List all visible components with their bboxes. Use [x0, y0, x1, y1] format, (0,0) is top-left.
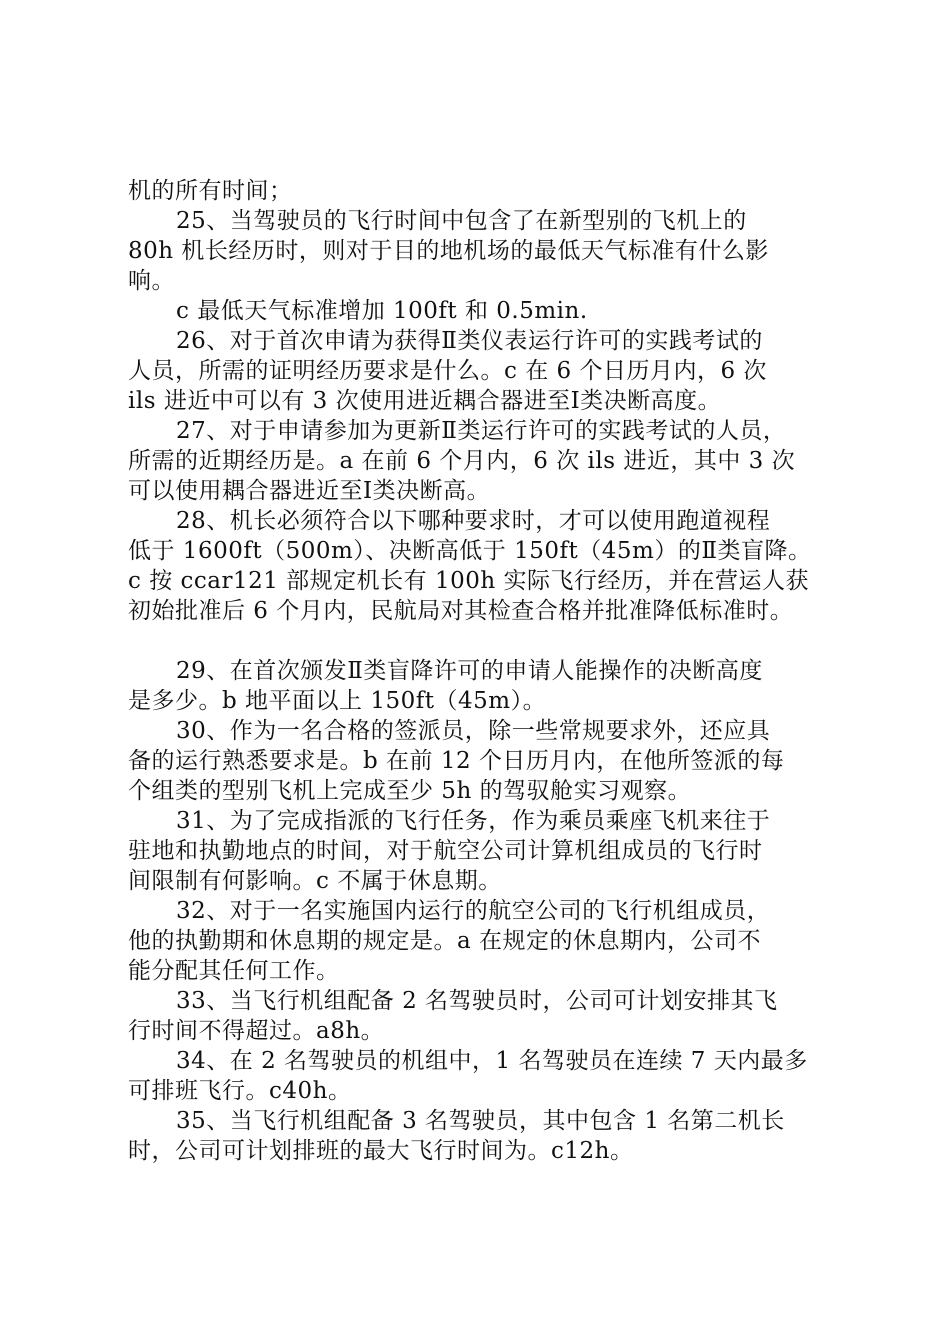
document-body [128, 176, 850, 1166]
text-line: 33、当飞行机组配备 2 名驾驶员时，公司可计划安排其飞 [176, 988, 778, 1014]
text-line: c 最低天气标准增加 100ft 和 0.5min. [176, 298, 588, 324]
blank-line [128, 626, 850, 656]
text-line: 32、对于一名实施国内运行的航空公司的飞行机组成员， [176, 898, 771, 924]
text-line: 28、机长必须符合以下哪种要求时，才可以使用跑道视程 [176, 508, 771, 534]
text-line: 时，公司可计划排班的最大飞行时间为。c12h。 [128, 1138, 634, 1164]
text-line: 间限制有何影响。c 不属于休息期。 [128, 868, 502, 894]
text-line: 31、为了完成指派的飞行任务，作为乘员乘座飞机来往于 [176, 808, 771, 834]
text-line: 初始批准后 6 个月内，民航局对其检查合格并批准降低标准时。 [128, 598, 794, 624]
text-line: 27、对于申请参加为更新Ⅱ类运行许可的实践考试的人员， [176, 418, 787, 444]
text-line: 响。 [128, 268, 175, 294]
text-line: 他的执勤期和休息期的规定是。a 在规定的休息期内，公司不 [128, 928, 762, 954]
text-line: 是多少。b 地平面以上 150ft（45m）。 [128, 688, 547, 714]
text-line: 25、当驾驶员的飞行时间中包含了在新型别的飞机上的 [176, 208, 747, 234]
text-line: 34、在 2 名驾驶员的机组中，1 名驾驶员在连续 7 天内最多 [176, 1048, 808, 1074]
text-line: 能分配其任何工作。 [128, 958, 340, 984]
text-line: 行时间不得超过。a8h。 [128, 1018, 385, 1044]
text-line: 人员，所需的证明经历要求是什么。c 在 6 个日历月内，6 次 [128, 358, 767, 384]
text-line: 备的运行熟悉要求是。b 在前 12 个日历月内，在他所签派的每 [128, 748, 785, 774]
text-line: 可以使用耦合器进近至Ⅰ类决断高。 [128, 478, 491, 504]
text-line: 26、对于首次申请为获得Ⅱ类仪表运行许可的实践考试的 [176, 328, 763, 354]
text-line: 低于 1600ft（500m）、决断高低于 150ft（45m）的Ⅱ类盲降。 [128, 538, 812, 564]
text-line: 所需的近期经历是。a 在前 6 个月内，6 次 ils 进近，其中 3 次 [128, 448, 796, 474]
text-line: 30、作为一名合格的签派员，除一些常规要求外，还应具 [176, 718, 771, 744]
text-line: 机的所有时间； [128, 178, 293, 204]
text-line: 29、在首次颁发Ⅱ类盲降许可的申请人能操作的决断高度 [176, 658, 763, 684]
text-line: 个组类的型别飞机上完成至少 5h 的驾驭舱实习观察。 [128, 778, 692, 804]
text-line: 80h 机长经历时，则对于目的地机场的最低天气标准有什么影 [128, 238, 769, 264]
text-line: 35、当飞行机组配备 3 名驾驶员，其中包含 1 名第二机长 [176, 1108, 785, 1134]
text-line: ils 进近中可以有 3 次使用进近耦合器进至Ⅰ类决断高度。 [128, 388, 722, 414]
text-line: 可排班飞行。c40h。 [128, 1078, 352, 1104]
text-line: c 按 ccar121 部规定机长有 100h 实际飞行经历，并在营运人获 [128, 568, 810, 594]
text-line: 驻地和执勤地点的时间，对于航空公司计算机组成员的飞行时 [128, 838, 763, 864]
